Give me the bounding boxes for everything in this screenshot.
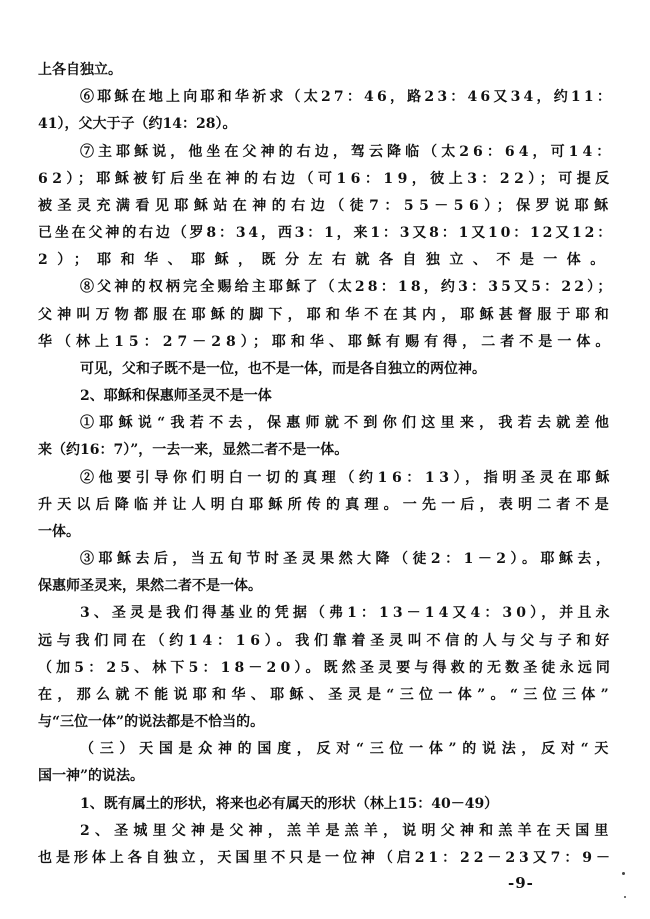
text-line: ⑥耶稣在地上向耶和华祈求（太27：46，路23：46又34，约11： xyxy=(80,89,615,106)
text-line: 来（约16：7）”，一去一来，显然二者不是一体。 xyxy=(38,442,349,459)
text-line: （加5：25、林下5：18－20）。既然圣灵要与得救的无数圣徒永远同 xyxy=(38,659,615,676)
text-line: 上各自独立。 xyxy=(38,62,122,78)
text-line: 与“三位一体”的说法都是不恰当的。 xyxy=(38,714,265,731)
text-line: 在，那么就不能说耶和华、耶稣、圣灵是“三位一体”。“三位三体” xyxy=(38,686,615,703)
text-line: 可见，父和子既不是一位，也不是一体，而是各自独立的两位神。 xyxy=(80,360,486,377)
text-line: ②他要引导你们明白一切的真理（约16：13），指明圣灵在耶稣 xyxy=(80,469,614,486)
text-line: 升天以后降临并让人明白耶稣所传的真理。一先一后，表明二者不是 xyxy=(38,496,614,513)
scan-speck xyxy=(624,896,626,898)
text-line: ③耶稣去后，当五旬节时圣灵果然大降（徒2：1－2）。耶稣去， xyxy=(80,551,615,568)
text-line: 1、既有属土的形状，将来也必有属天的形状（林上15：40－49） xyxy=(80,795,499,812)
text-line: 华（林上15：27－28）；耶和华、耶稣有赐有得，二者不是一体。 xyxy=(38,333,615,350)
section-heading: （三）天国是众神的国度，反对“三位一体”的说法，反对“天 xyxy=(80,741,615,758)
scan-speck xyxy=(622,872,625,875)
page-number: -9- xyxy=(508,874,534,893)
text-line: 2、圣城里父神是父神，羔羊是羔羊，说明父神和羔羊在天国里 xyxy=(80,822,614,839)
text-line: ⑦主耶稣说，他坐在父神的右边，驾云降临（太26：64，可14： xyxy=(80,143,615,160)
text-line: 被圣灵充满看见耶稣站在神的右边（徒7：55－56）；保罗说耶稣 xyxy=(38,197,614,214)
section-heading: 2、耶稣和保惠师圣灵不是一体 xyxy=(80,388,272,405)
text-line: 3、圣灵是我们得基业的凭据（弗1：13－14又4：30），并且永 xyxy=(80,605,614,622)
text-line: 41），父大于子（约14：28）。 xyxy=(38,116,237,133)
text-line: ①耶稣说“我若不去，保惠师就不到你们这里来，我若去就差他 xyxy=(80,415,615,432)
text-line: ⑧父神的权柄完全赐给主耶稣了（太28：18，约3：35又5：22）； xyxy=(80,279,615,296)
text-line: 一体。 xyxy=(38,523,80,540)
text-line: 远与我们同在（约14：16）。我们靠着圣灵叫不信的人与父与子和好 xyxy=(38,632,614,649)
text-line: 已坐在父神的右边（罗8：34，西3：1，来1：3又8：1又10：12又12： xyxy=(38,225,615,242)
text-line: 保惠师圣灵来，果然二者不是一体。 xyxy=(38,578,262,595)
text-line: 父神叫万物都服在耶稣的脚下，耶和华不在其内，耶稣甚督服于耶和 xyxy=(38,306,614,323)
text-line: 也是形体上各自独立，天国里不只是一位神（启21：22－23又7：9－ xyxy=(38,850,614,866)
text-line: 62）；耶稣被钉后坐在神的右边（可16：19，彼上3：22）；可提反 xyxy=(38,170,614,187)
text-line: 国一神”的说法。 xyxy=(38,768,145,785)
text-line: 2）；耶和华、耶稣，既分左右就各自独立、不是一体。 xyxy=(38,252,614,269)
